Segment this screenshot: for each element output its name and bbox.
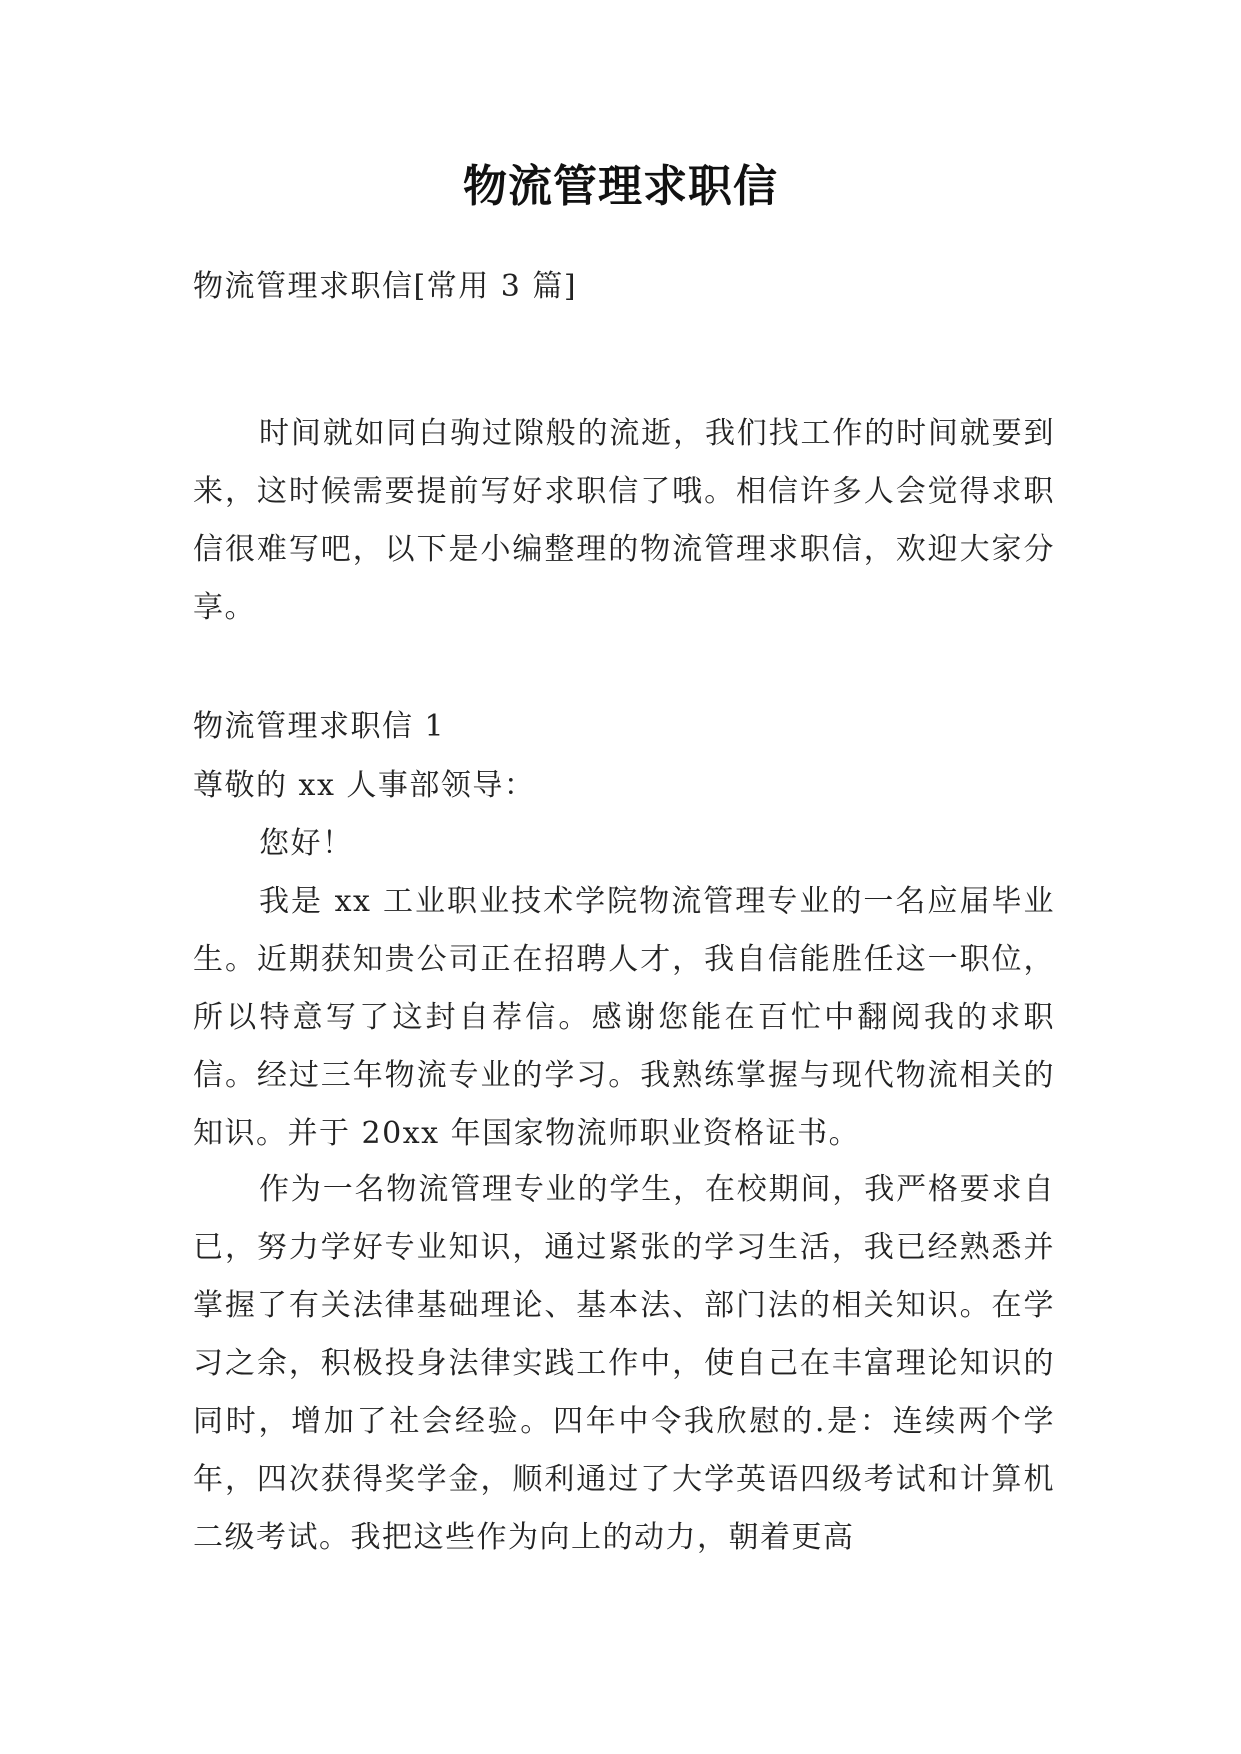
body-paragraph: 作为一名物流管理专业的学生，在校期间，我严格要求自已，努力学好专业知识，通过紧张的学习生活，我已经熟悉并掌握了有关法律基础理论、基本法、部门法的相关知识。在学习之余，积极投身法律实践工作中，使自己在丰富理论知识的同时，增加了社会经验。四年中令我欣慰的.是：连续两个学年，四次获得奖学金，顺利通过了大学英语四级考试和计算机二级考试。我把这些作为向上的动力，朝着更高	[193, 1172, 1055, 1555]
letter-heading: 物流管理求职信 1	[193, 709, 446, 744]
letter-greeting: 您好！	[259, 826, 354, 861]
letter-salutation: 尊敬的 xx 人事部领导：	[193, 768, 536, 803]
body-paragraph: 我是 xx 工业职业技术学院物流管理专业的一名应届毕业生。近期获知贵公司正在招聘人才，我自信能胜任这一职位，所以特意写了这封自荐信。感谢您能在百忙中翻阅我的求职信。经过三年物流专业的学习。我熟练掌握与现代物流相关的知识。并于 20xx 年国家物流师职业资格证书。	[193, 884, 1055, 1151]
intro-paragraph: 时间就如同白驹过隙般的流逝，我们找工作的时间就要到来，这时候需要提前写好求职信了哦。相信许多人会觉得求职信很难写吧，以下是小编整理的物流管理求职信，欢迎大家分享。	[193, 416, 1055, 625]
document-title: 物流管理求职信	[463, 161, 778, 212]
document-subtitle: 物流管理求职信[常用 3 篇]	[193, 269, 578, 304]
